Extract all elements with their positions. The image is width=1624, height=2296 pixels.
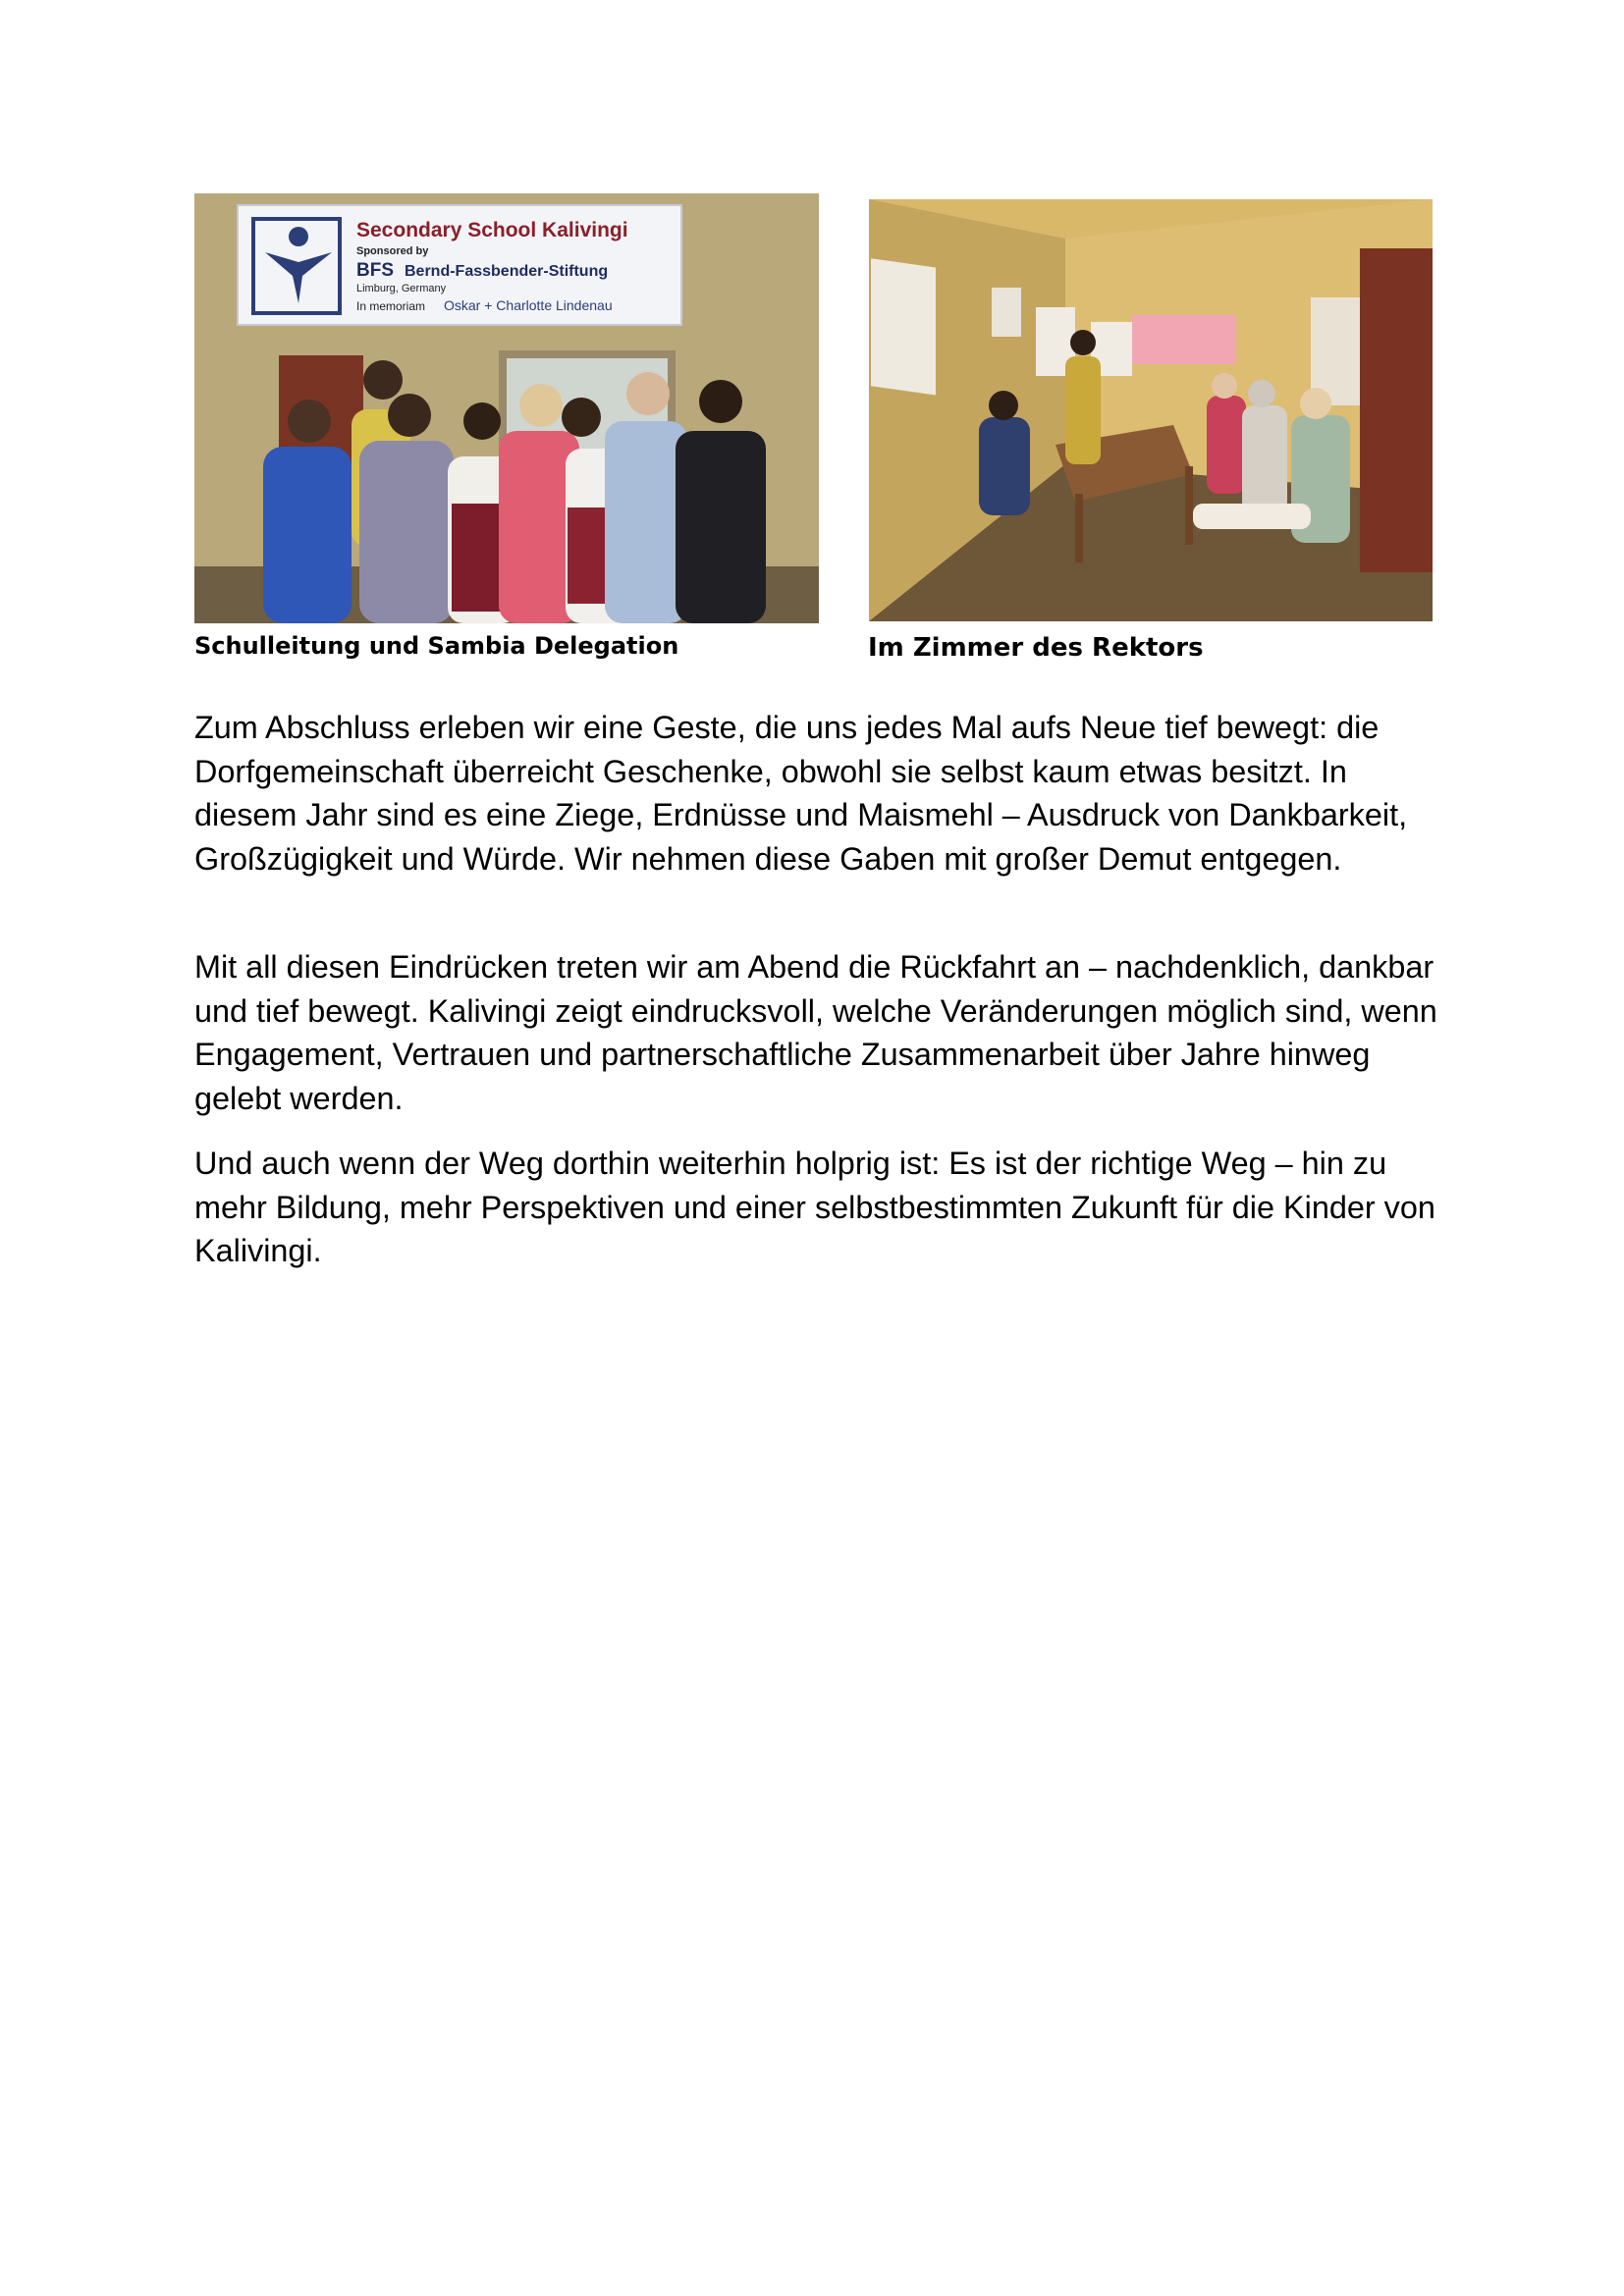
banner-sponsored: Sponsored by [356, 245, 429, 257]
banner-foundation-name: Bernd-Fassbender-Stiftung [405, 263, 609, 280]
banner-foundation-abbr: BFS [356, 260, 394, 281]
group-photo-image [194, 193, 819, 623]
banner-location: Limburg, Germany [356, 283, 447, 294]
banner-memoriam-prefix: In memoriam [356, 299, 426, 313]
photo-caption-left: Schulleitung und Sambia Delegation [194, 632, 679, 660]
office-photo-image [869, 199, 1433, 621]
paragraph-return-trip: Mit all diesen Eindrücken treten wir am Abend die Rückfahrt an – nachdenklich, dankbar und tief bewegt. Kalivingi zeigt eindrucksvoll, welche Veränderungen möglich sind, wenn Engagement, Vertrauen und partnerschaftliche Zusammenarbeit über Jahre hinweg gelebt werden. [194, 949, 1437, 1116]
paragraph-outlook: Und auch wenn der Weg dorthin weiterhin holprig ist: Es ist der richtige Weg – hin zu mehr Bildung, mehr Perspektiven und einer selbstbestimmten Zukunft für die Kinder von Kalivingi. [194, 1146, 1435, 1268]
group-photo [194, 193, 819, 623]
banner-memoriam-names: Oskar + Charlotte Lindenau [444, 297, 613, 313]
office-photo [869, 199, 1433, 621]
photo-caption-right: Im Zimmer des Rektors [868, 633, 1204, 663]
paragraph-gifts: Zum Abschluss erleben wir eine Geste, die uns jedes Mal aufs Neue tief bewegt: die Dorfgemeinschaft überreicht Geschenke, obwohl sie selbst kaum etwas besitzt. In diesem Jahr sind es eine Ziege, Erdnüsse und Maismehl – Ausdruck von Dankbarkeit, Großzügigkeit und Würde. Wir nehmen diese Gaben mit großer Demut entgegen. [194, 710, 1408, 877]
banner-title: Secondary School Kalivingi [356, 219, 628, 241]
